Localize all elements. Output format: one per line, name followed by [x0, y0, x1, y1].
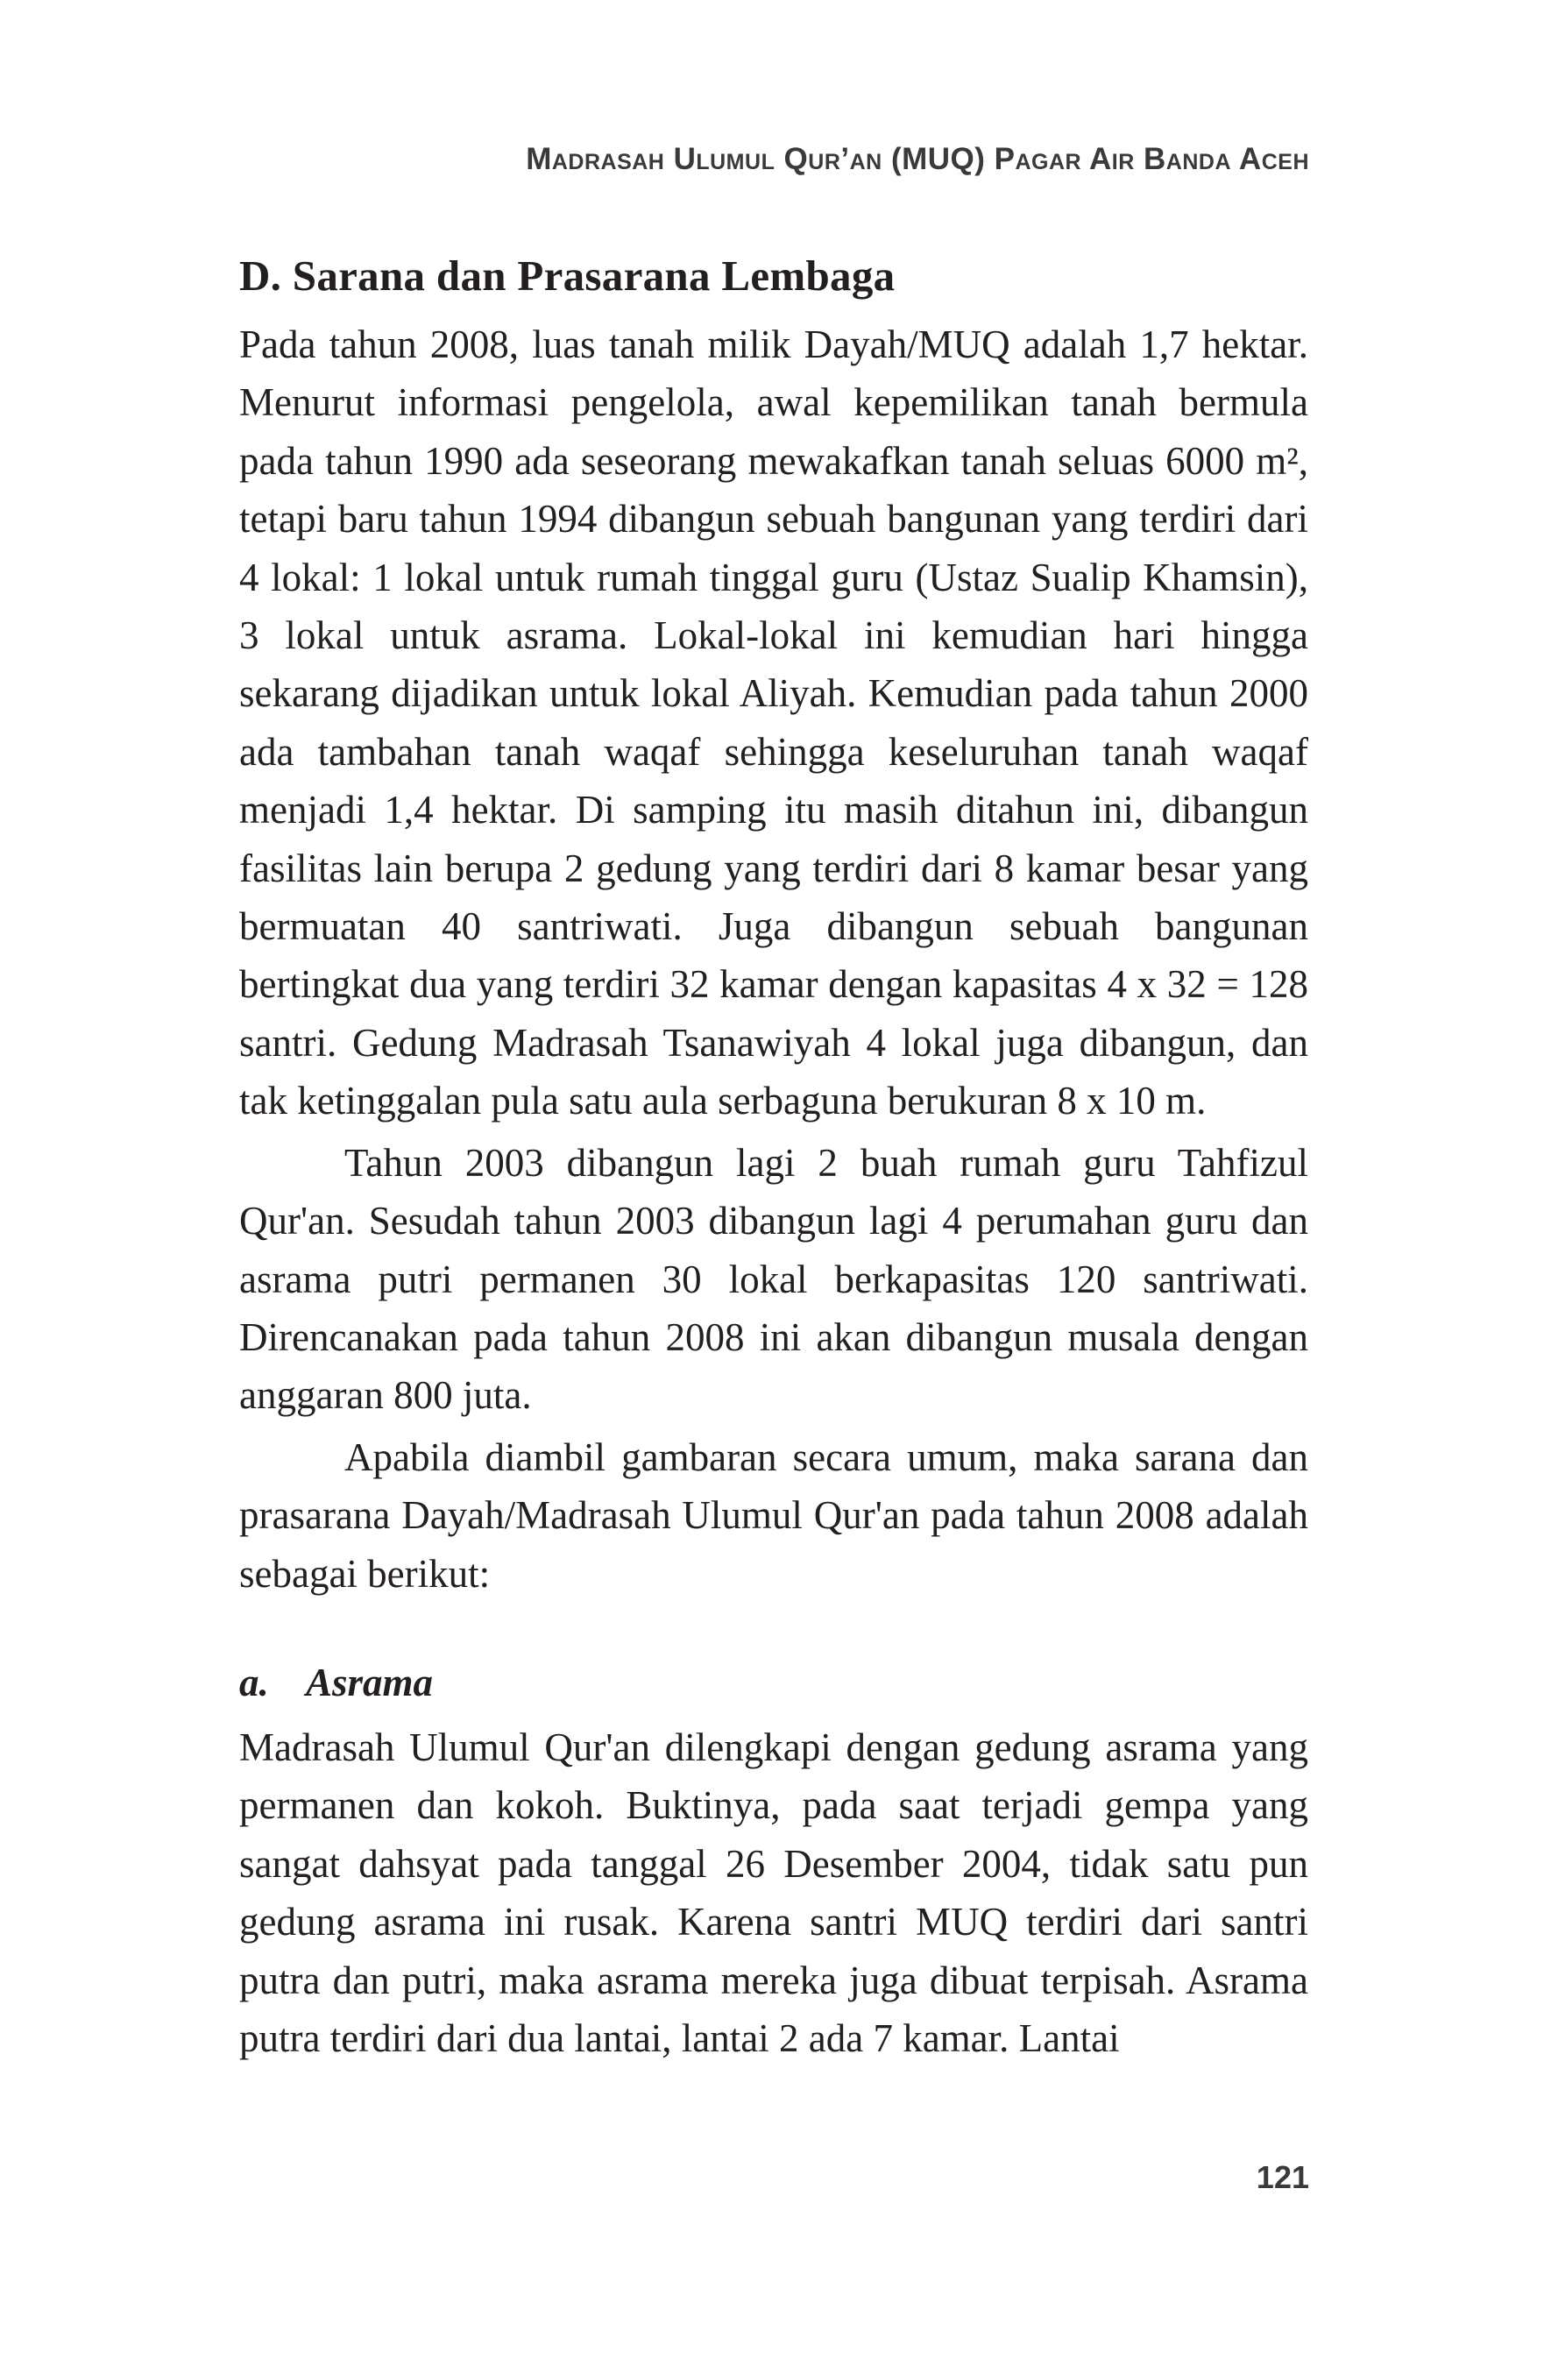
- body-paragraph: Madrasah Ulumul Qur'an dilengkapi dengan gedung asrama yang permanen dan kokoh. Buktinya, pada saat terjadi gempa yang sangat dahsyat pada tanggal 26 Desember 2004, tidak satu pun gedung asrama ini rusak. Karena santri MUQ terdiri dari santri putra dan putri, maka asrama mereka juga dibuat terpisah. Asrama putra terdiri dari dua lantai, lantai 2 ada 7 kamar. Lantai: [239, 1725, 1308, 2060]
- running-header: Madrasah Ulumul Qur’an (MUQ) Pagar Air Banda Aceh: [526, 142, 1309, 176]
- subsection-title: Asrama: [306, 1660, 434, 1704]
- subsection-heading: [239, 1654, 1308, 1711]
- section-title: D. Sarana dan Prasarana Lembaga: [239, 251, 896, 300]
- subsection-letter: a.: [239, 1660, 269, 1704]
- body-paragraph: Tahun 2003 dibangun lagi 2 buah rumah guru Tahfizul Qur'an. Sesudah tahun 2003 dibangun lagi 4 perumahan guru dan asrama putri permanen 30 lokal berkapasitas 120 santriwati. Direncanakan pada tahun 2008 ini akan dibangun musala dengan anggaran 800 juta.: [239, 1140, 1308, 1418]
- page-content: [239, 245, 1308, 2067]
- body-paragraph: Pada tahun 2008, luas tanah milik Dayah/MUQ adalah 1,7 hektar. Menurut informasi pengelola, awal kepemilikan tanah bermula pada tahun 1990 ada seseorang mewakafkan tanah seluas 6000 m², tetapi baru tahun 1994 dibangun sebuah bangunan yang terdiri dari 4 lokal: 1 lokal untuk rumah tinggal guru (Ustaz Sualip Khamsin), 3 lokal untuk asrama. Lokal-lokal ini kemudian hari hingga sekarang dijadikan untuk lokal Aliyah. Kemudian pada tahun 2000 ada tambahan tanah waqaf sehingga keseluruhan tanah waqaf menjadi 1,4 hektar. Di samping itu masih ditahun ini, dibangun fasilitas lain berupa 2 gedung yang terdiri dari 8 kamar besar yang bermuatan 40 santriwati. Juga dibangun sebuah bangunan bertingkat dua yang terdiri 32 kamar dengan kapasitas 4 x 32 = 128 santri. Gedung Madrasah Tsanawiyah 4 lokal juga dibangun, dan tak ketinggalan pula satu aula serbaguna berukuran 8 x 10 m.: [239, 322, 1308, 1123]
- body-paragraph: Apabila diambil gambaran secara umum, maka sarana dan prasarana Dayah/Madrasah Ulumul Qur'an pada tahun 2008 adalah sebagai berikut:: [239, 1434, 1308, 1596]
- page-number: 121: [1256, 2159, 1309, 2195]
